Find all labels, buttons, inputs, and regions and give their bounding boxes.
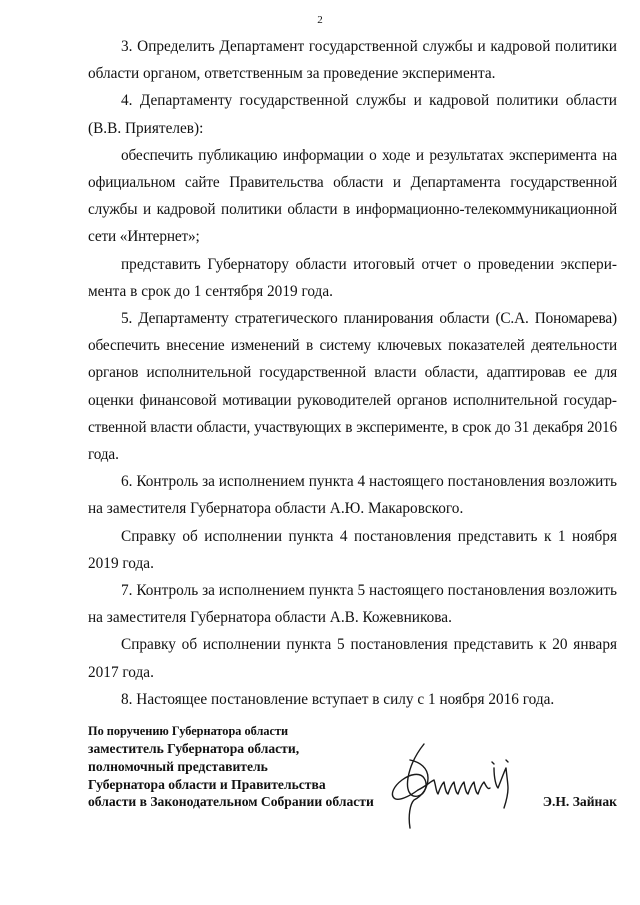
- paragraph-item-5: 5. Департаменту стратегического планирования области (С.А. Пономарева) обеспечить внесение изменений в систему ключевых показателей деятельности органов исполнительной государственной власти области, адаптировав ее для оценки финансовой мотивации руководителей органов исполнительной государственной власти области, участвующих в эксперименте, в срок до 31 декабря 2016 года.: [88, 310, 617, 464]
- signature-block: [88, 724, 617, 834]
- paragraph-item-7-report: Справку об исполнении пункта 5 постановления представить к 20 января 2017 года.: [88, 636, 617, 681]
- paragraph-item-4-report: представить Губернатору области итоговый отчет о проведении эксперимента в срок до 1 сентября 2019 года.: [88, 255, 617, 300]
- signature-title-line-2: полномочный представитель: [88, 759, 268, 774]
- paragraph-item-4-publication: обеспечить публикацию информации о ходе и результатах эксперимента на официальном сайте Правительства области и Департамента государственной службы и кадровой политики области в информационно-телекоммуникационной сети «Интернет»;: [88, 146, 617, 246]
- paragraph-item-6: 6. Контроль за исполнением пункта 4 настоящего постановления возложить на заместителя Губернатора области А.Ю. Макаровского.: [88, 473, 617, 518]
- paragraph-item-8: 8. Настоящее постановление вступает в силу с 1 ноября 2016 года.: [121, 690, 555, 708]
- handwritten-signature: [380, 738, 530, 830]
- paragraph-item-6-report: Справку об исполнении пункта 4 постановления представить к 1 ноября 2019 года.: [88, 527, 617, 572]
- paragraph-item-4: 4. Департаменту государственной службы и кадровой политики области (В.В. Приятелев):: [88, 92, 617, 137]
- paragraph-item-7: 7. Контроль за исполнением пункта 5 настоящего постановления возложить на заместителя Губернатора области А.В. Кожевникова.: [88, 582, 617, 627]
- page-number: 2: [317, 14, 323, 26]
- signatory-name: Э.Н. Зайнак: [542, 794, 617, 809]
- document-body: [88, 33, 617, 713]
- signature-by-order: По поручению Губернатора области: [88, 724, 289, 738]
- signature-title-line-1: заместитель Губернатора области,: [88, 741, 300, 756]
- paragraph-item-3: 3. Определить Департамент государственной службы и кадровой политики области органом, ответственным за проведение эксперимента.: [88, 38, 617, 83]
- signature-title-line-4: области в Законодательном Собрании области: [88, 794, 374, 809]
- signature-title-line-3: Губернатора области и Правительства: [88, 777, 326, 792]
